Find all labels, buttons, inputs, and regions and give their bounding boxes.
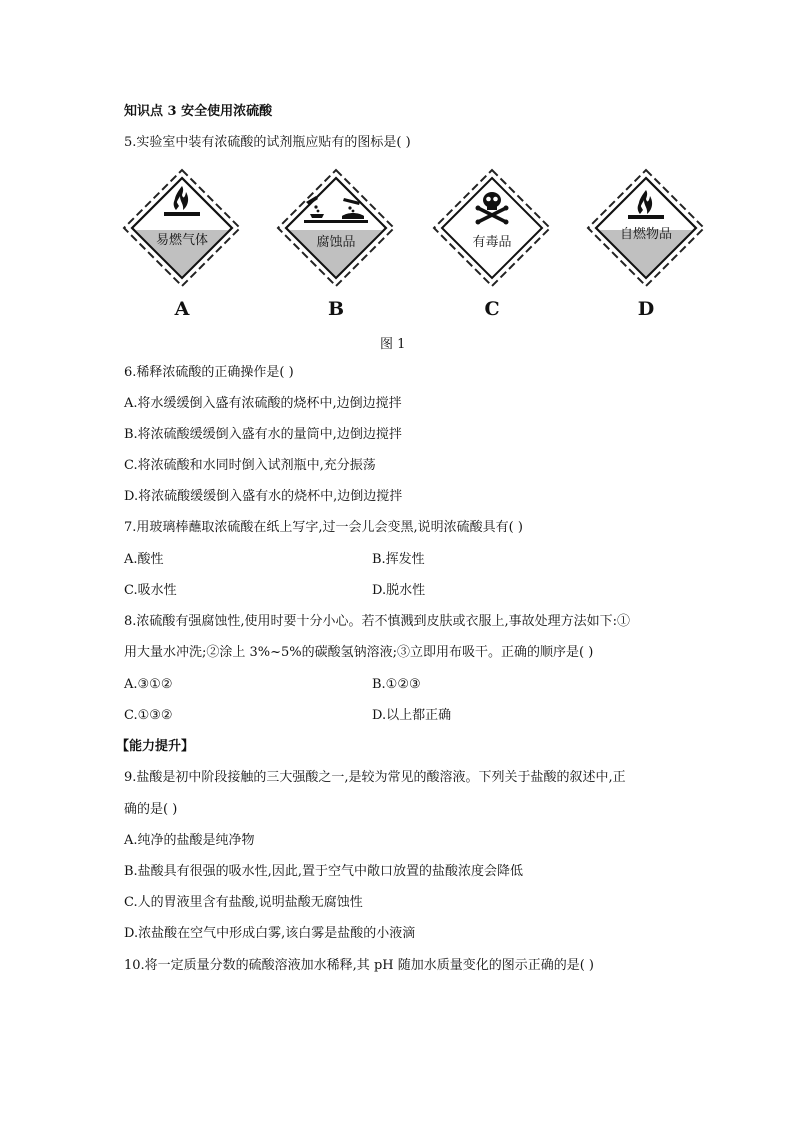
q8-option-c[interactable]: C.①③② [124,708,173,723]
sign-b-label: 腐蚀品 [316,235,356,250]
section-heading: 知识点 3 安全使用浓硫酸 [124,104,273,119]
q8-stem-line2: 用大量水冲洗;②涂上 3%~5%的碳酸氢钠溶液;③立即用布吸干。正确的顺序是( ) [124,645,594,660]
q7-option-a[interactable]: A.酸性 [124,552,164,567]
q6-option-b[interactable]: B.将浓硫酸缓缓倒入盛有水的量筒中,边倒边搅拌 [124,427,402,442]
hazard-sign-d[interactable] [586,168,706,288]
q9-option-d[interactable]: D.浓盐酸在空气中形成白雾,该白雾是盐酸的小液滴 [124,926,416,941]
q7-option-b[interactable]: B.挥发性 [372,552,425,567]
q9-stem-line2: 确的是( ) [124,802,178,817]
q8-stem-line1: 8.浓硫酸有强腐蚀性,使用时要十分小心。若不慎溅到皮肤或衣服上,事故处理方法如下:① [124,614,631,629]
q8-option-b[interactable]: B.①②③ [372,677,421,692]
q10-stem: 10.将一定质量分数的硫酸溶液加水稀释,其 pH 随加水质量变化的图示正确的是( ) [124,958,595,973]
figure-caption: 图 1 [380,337,406,352]
q7-stem: 7.用玻璃棒蘸取浓硫酸在纸上写字,过一会儿会变黑,说明浓硫酸具有( ) [124,520,523,535]
hazard-sign-b[interactable] [276,168,396,288]
q6-option-d[interactable]: D.将浓硫酸缓缓倒入盛有水的烧杯中,边倒边搅拌 [124,489,403,504]
q7-option-c[interactable]: C.吸水性 [124,583,177,598]
ability-heading: 【能力提升】 [116,739,195,754]
q9-option-a[interactable]: A.纯净的盐酸是纯净物 [124,833,255,848]
sign-c-label: 有毒品 [472,235,512,250]
q6-stem: 6.稀释浓硫酸的正确操作是( ) [124,365,294,380]
q6-option-c[interactable]: C.将浓硫酸和水同时倒入试剂瓶中,充分振荡 [124,458,376,473]
hazard-sign-a[interactable] [122,168,242,288]
q7-option-d[interactable]: D.脱水性 [372,583,426,598]
q8-option-a[interactable]: A.③①② [124,677,173,692]
sign-c-letter: C [484,298,500,320]
q9-option-b[interactable]: B.盐酸具有很强的吸水性,因此,置于空气中敞口放置的盐酸浓度会降低 [124,864,523,879]
sign-a-letter: A [174,298,190,320]
sign-b-letter: B [327,298,345,320]
sign-d-letter: D [637,298,655,320]
q6-option-a[interactable]: A.将水缓缓倒入盛有浓硫酸的烧杯中,边倒边搅拌 [124,396,402,411]
q9-option-c[interactable]: C.人的胃液里含有盐酸,说明盐酸无腐蚀性 [124,895,363,910]
hazard-sign-c[interactable] [432,168,552,288]
sign-d-label: 自燃物品 [619,227,673,242]
q9-stem-line1: 9.盐酸是初中阶段接触的三大强酸之一,是较为常见的酸溶液。下列关于盐酸的叙述中,正 [124,770,626,785]
q8-option-d[interactable]: D.以上都正确 [372,708,452,723]
q5-stem: 5.实验室中装有浓硫酸的试剂瓶应贴有的图标是( ) [124,135,411,150]
sign-a-label: 易燃气体 [155,233,209,248]
